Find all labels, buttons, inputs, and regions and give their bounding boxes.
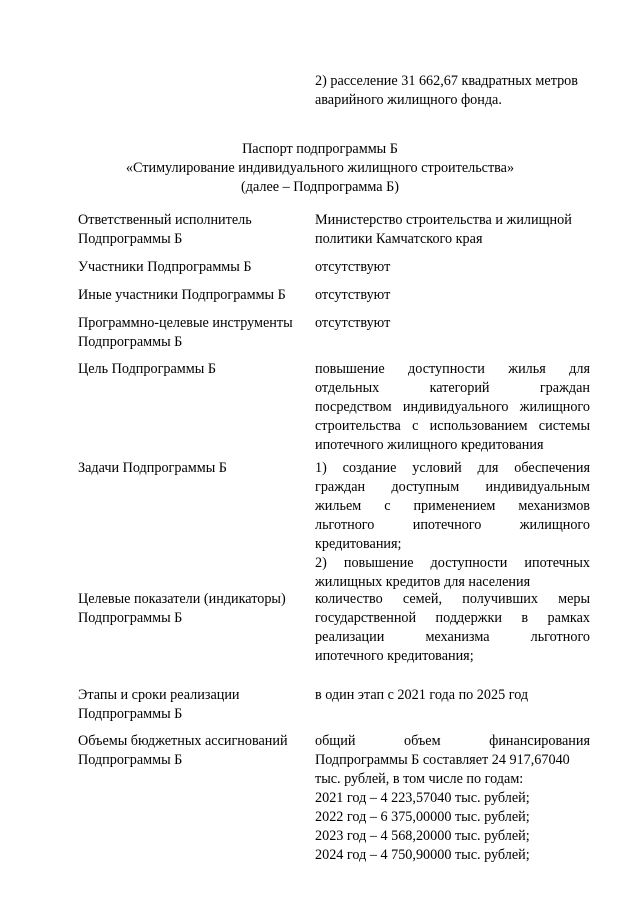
- row-label: Целевые показатели (индикаторы) Подпрограммы Б: [78, 591, 286, 626]
- row-value: общий объем финансирования Подпрограммы Б составляет 24 917,67040 тыс. рублей, в том числе по годам: 2021 год – 4 223,57040 тыс. рублей; 2022 год – 6 375,00000 тыс. рублей; 2023 год – 4 568,20000 тыс. рублей; 2024 год – 4 750,90000 тыс. рублей;: [315, 733, 590, 863]
- row-value: Министерство строительства и жилищной политики Камчатского края: [315, 212, 572, 247]
- row-label: Этапы и сроки реализации Подпрограммы Б: [78, 687, 240, 722]
- row-value: отсутствуют: [315, 259, 391, 275]
- row-value: повышение доступности жилья для отдельных категорий граждан посредством индивидуального жилищного строительства с использованием системы ипотечного жилищного кредитования: [315, 361, 590, 453]
- title-line: «Стимулирование индивидуального жилищного строительства»: [125, 160, 515, 176]
- row-label: Иные участники Подпрограммы Б: [78, 287, 286, 303]
- row-label: Задачи Подпрограммы Б: [78, 460, 227, 476]
- passport-title: [0, 140, 640, 197]
- row-value: отсутствуют: [315, 287, 391, 303]
- row-value: количество семей, получивших меры государственной поддержки в рамках реализации механизма льготного ипотечного кредитования;: [315, 591, 590, 664]
- previous-section-continuation: [315, 72, 605, 110]
- row-label: Объемы бюджетных ассигнований Подпрограммы Б: [78, 733, 288, 768]
- row-label: Участники Подпрограммы Б: [78, 259, 252, 275]
- text-line: аварийного жилищного фонда.: [315, 92, 502, 108]
- row-label: Программно-целевые инструменты Подпрограммы Б: [78, 315, 293, 350]
- row-value: отсутствуют: [315, 315, 391, 331]
- row-value: 1) создание условий для обеспечения граждан доступным индивидуальным жильем с применением механизмов льготного ипотечного жилищного кредитования; 2) повышение доступности ипотечных жилищных кредитов для населения: [315, 460, 590, 590]
- title-line: Паспорт подпрограммы Б: [242, 141, 398, 157]
- row-label: Ответственный исполнитель Подпрограммы Б: [78, 212, 252, 247]
- text-line: 2) расселение 31 662,67 квадратных метров: [315, 73, 578, 89]
- row-value: в один этап с 2021 года по 2025 год: [315, 687, 529, 703]
- title-line: (далее – Подпрограмма Б): [241, 179, 399, 195]
- row-label: Цель Подпрограммы Б: [78, 361, 216, 377]
